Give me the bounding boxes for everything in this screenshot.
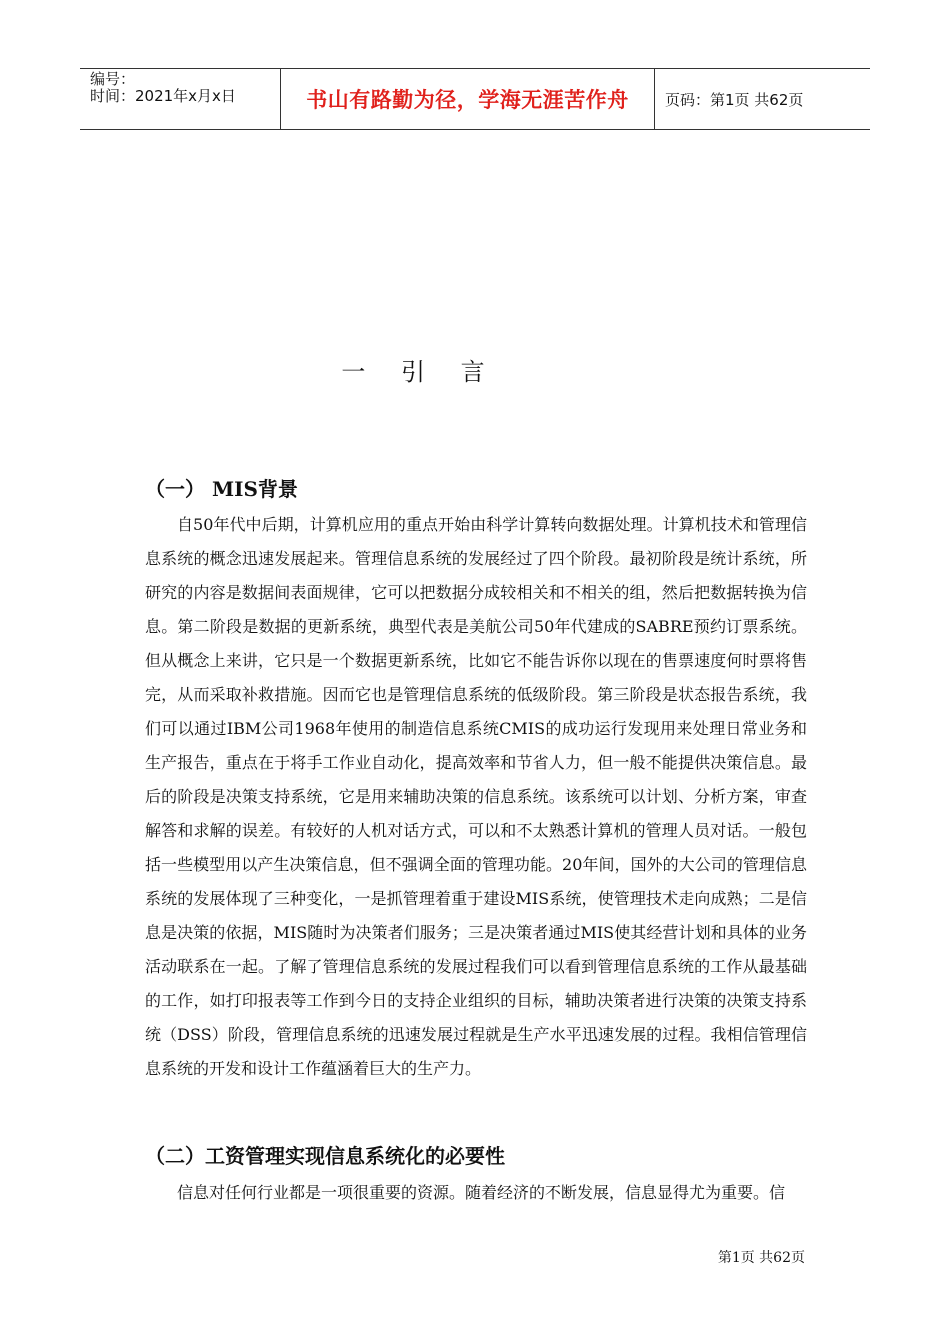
header-motto: 书山有路勤为径，学海无涯苦作舟 (281, 69, 655, 129)
page-header (80, 68, 870, 130)
document-time-label: 时间：2021年x月x日 (90, 87, 236, 105)
section-paragraph: 信息对任何行业都是一项很重要的资源。随着经济的不断发展，信息显得尤为重要。信 (177, 1183, 786, 1202)
section-heading-mis-background: （一） MIS背景 (145, 477, 298, 501)
chapter-title: 一 引 言 (341, 358, 499, 386)
page-footer-number: 第1页 共62页 (717, 1250, 805, 1266)
section-heading-necessity: （二）工资管理实现信息系统化的必要性 (145, 1144, 505, 1168)
header-page-number: 页码：第1页 共62页 (665, 90, 804, 109)
section-paragraph: 自50年代中后期，计算机应用的重点开始由科学计算转向数据处理。计算机技术和管理信息系统的概念迅速发展起来。管理信息系统的发展经过了四个阶段。最初阶段是统计系统，所研究的内容是数据间表面规律，它可以把数据分成较相关和不相关的组，然后把数据转换为信息。第二阶段是数据的更新系统，典型代表是美航公司50年代建成的SABRE预约订票系统。但从概念上来讲，它只是一个数据更新系统，比如它不能告诉你以现在的售票速度何时票将售完，从而采取补救措施。因而它也是管理信息系统的低级阶段。第三阶段是状态报告系统，我们可以通过IBM公司1968年使用的制造信息系统CMIS的成功运行发现用来处理日常业务和生产报告，重点在于将手工作业自动化，提高效率和节省人力，但一般不能提供决策信息。最后的阶段是决策支持系统，它是用来辅助决策的信息系统。该系统可以计划、分析方案，审查解答和求解的误差。有较好的人机对话方式，可以和不太熟悉计算机的管理人员对话。一般包括一些模型用以产生决策信息，但不强调全面的管理功能。20年间，国外的大公司的管理信息系统的发展体现了三种变化，一是抓管理着重于建设MIS系统，使管理技术走向成熟；二是信息是决策的依据，MIS随时为决策者们服务；三是决策者通过MIS使其经营计划和具体的业务活动联系在一起。了解了管理信息系统的发展过程我们可以看到管理信息系统的工作从最基础的工作，如打印报表等工作到今日的支持企业组织的目标，辅助决策者进行决策的决策支持系统（DSS）阶段，管理信息系统的迅速发展过程就是生产水平迅速发展的过程。我相信管理信息系统的开发和设计工作蕴涵着巨大的生产力。 (145, 515, 807, 1078)
header-meta (80, 69, 281, 129)
document-number-label: 编号： (90, 70, 136, 88)
